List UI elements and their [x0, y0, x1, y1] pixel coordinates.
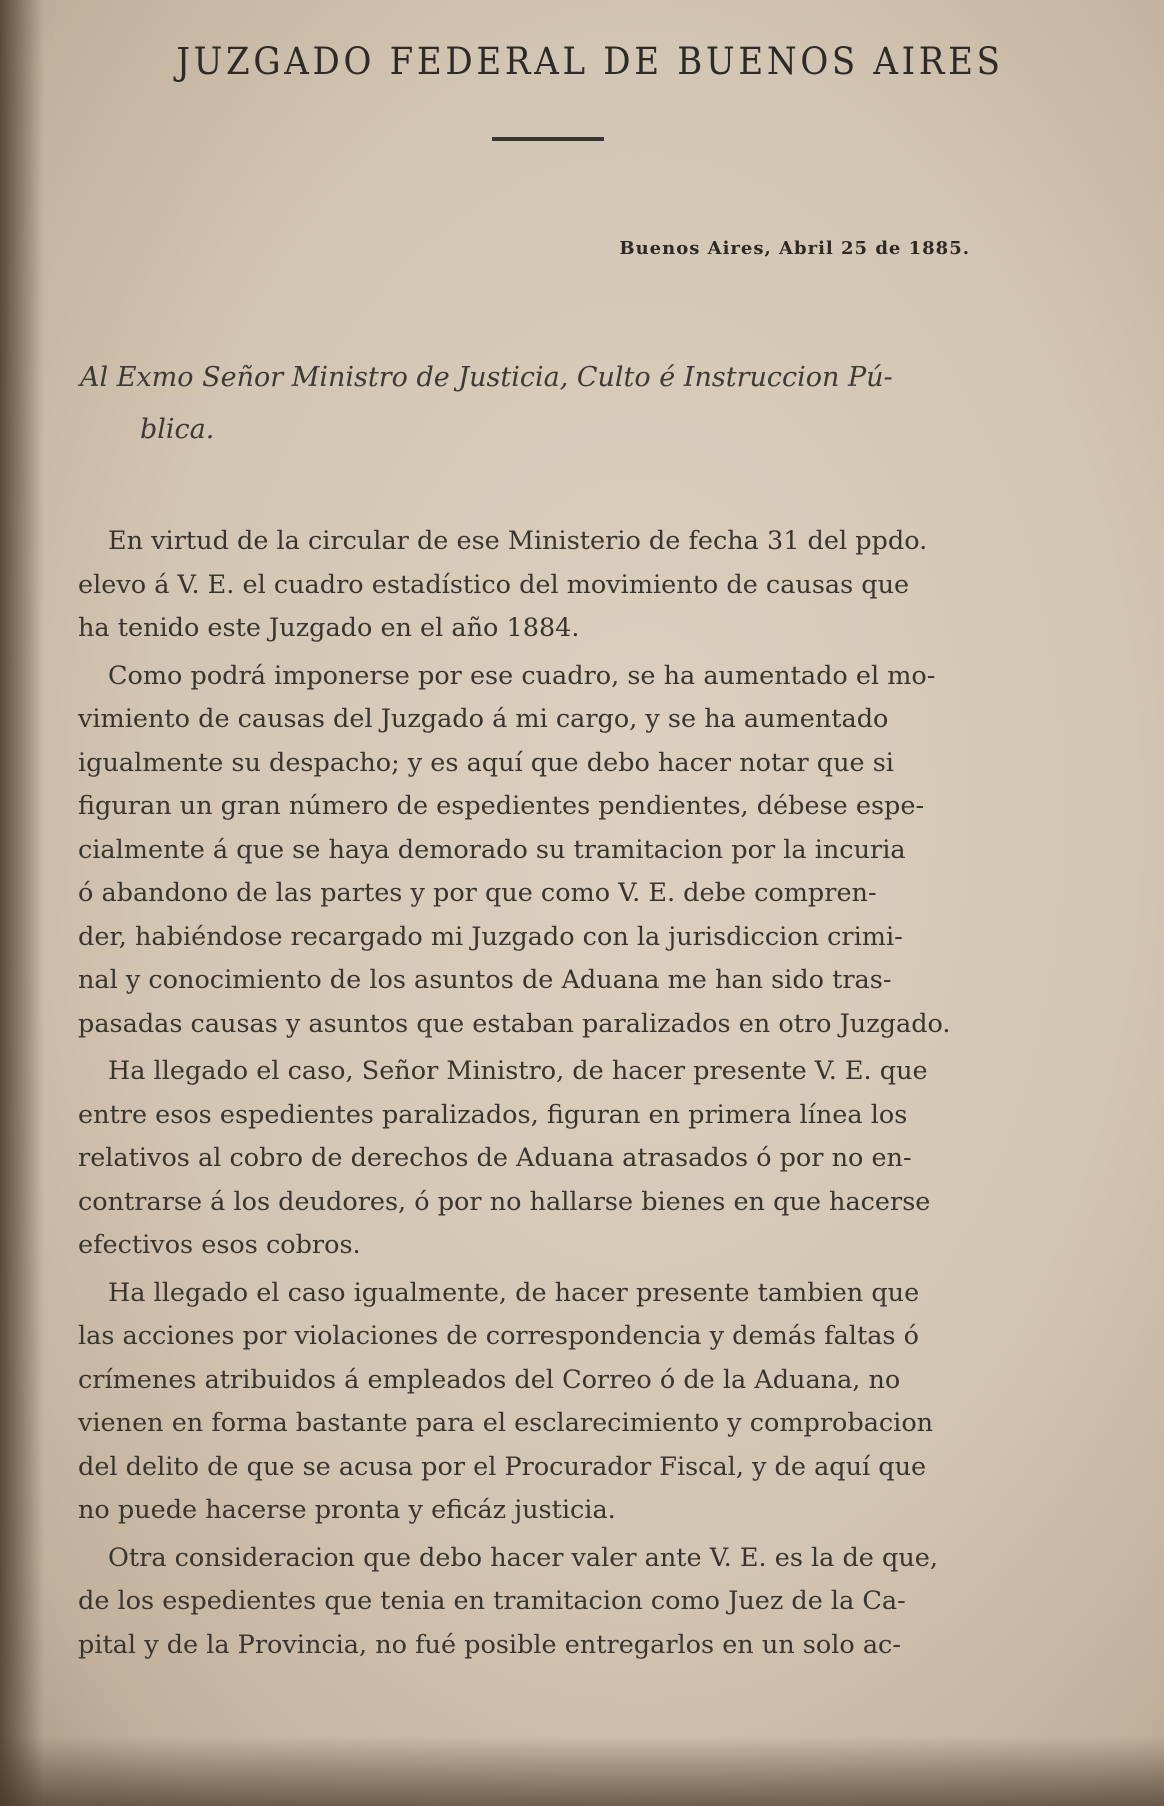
paragraph: [78, 1272, 1038, 1533]
text-line: no puede hacerse pronta y eficáz justicia.: [78, 1495, 616, 1525]
text-line: crímenes atribuidos á empleados del Correo ó de la Aduana, no: [78, 1364, 901, 1395]
addressee-line-1: Al Exmo Señor Ministro de Justicia, Culto é Instruccion Pú-: [80, 362, 893, 393]
text-line: de los espedientes que tenia en tramitacion como Juez de la Ca-: [78, 1586, 906, 1616]
addressee-line-2: blica.: [140, 414, 215, 445]
text-line: pital y de la Provincia, no fué posible entregarlos en un solo ac-: [78, 1629, 901, 1660]
letter-date: Buenos Aires, Abril 25 de 1885.: [619, 238, 970, 259]
text-line: pasadas causas y asuntos que estaban paralizados en otro Juzgado.: [78, 1008, 951, 1039]
page-edge-shadow: [0, 0, 44, 1806]
text-line: ha tenido este Juzgado en el año 1884.: [78, 613, 580, 643]
paragraph: [78, 520, 1038, 651]
paragraph: [78, 655, 1038, 1047]
text-line: cialmente á que se haya demorado su tramitacion por la incuria: [78, 834, 906, 865]
text-line: figuran un gran número de espedientes pendientes, débese espe-: [78, 791, 925, 821]
text-line: las acciones por violaciones de correspondencia y demás faltas ó: [78, 1321, 919, 1351]
text-line: der, habiéndose recargado mi Juzgado con la jurisdiccion crimi-: [78, 921, 903, 952]
text-line: Ha llegado el caso, Señor Ministro, de hacer presente V. E. que: [108, 1056, 928, 1086]
paragraph: [78, 1537, 1038, 1668]
text-line: igualmente su despacho; y es aquí que debo hacer notar que si: [78, 747, 894, 778]
text-line: contrarse á los deudores, ó por no hallarse bienes en que hacerse: [78, 1186, 931, 1217]
text-line: relativos al cobro de derechos de Aduana atrasados ó por no en-: [78, 1143, 912, 1173]
heading-rule: [492, 137, 604, 141]
page-bottom-shadow: [0, 1736, 1164, 1806]
text-line: Como podrá imponerse por ese cuadro, se ha aumentado el mo-: [108, 660, 936, 691]
text-line: elevo á V. E. el cuadro estadístico del movimiento de causas que: [78, 569, 910, 600]
letter-body: [78, 520, 1038, 1671]
text-line: entre esos espedientes paralizados, figuran en primera línea los: [78, 1099, 908, 1130]
text-line: Ha llegado el caso igualmente, de hacer presente tambien que: [108, 1277, 920, 1308]
text-line: del delito de que se acusa por el Procurador Fiscal, y de aquí que: [78, 1451, 927, 1482]
text-line: nal y conocimiento de los asuntos de Aduana me han sido tras-: [78, 965, 892, 995]
text-line: ó abandono de las partes y por que como V. E. debe compren-: [78, 878, 877, 908]
text-line: vienen en forma bastante para el esclarecimiento y comprobacion: [78, 1408, 934, 1438]
text-line: efectivos esos cobros.: [78, 1230, 361, 1260]
text-line: Otra consideracion que debo hacer valer ante V. E. es la de que,: [108, 1542, 938, 1573]
text-line: En virtud de la circular de ese Ministerio de fecha 31 del ppdo.: [108, 526, 928, 556]
document-heading: JUZGADO FEDERAL DE BUENOS AIRES: [176, 40, 1004, 83]
paragraph: [78, 1050, 1038, 1268]
addressee: [80, 352, 1020, 456]
text-line: vimiento de causas del Juzgado á mi cargo, y se ha aumentado: [78, 704, 889, 734]
